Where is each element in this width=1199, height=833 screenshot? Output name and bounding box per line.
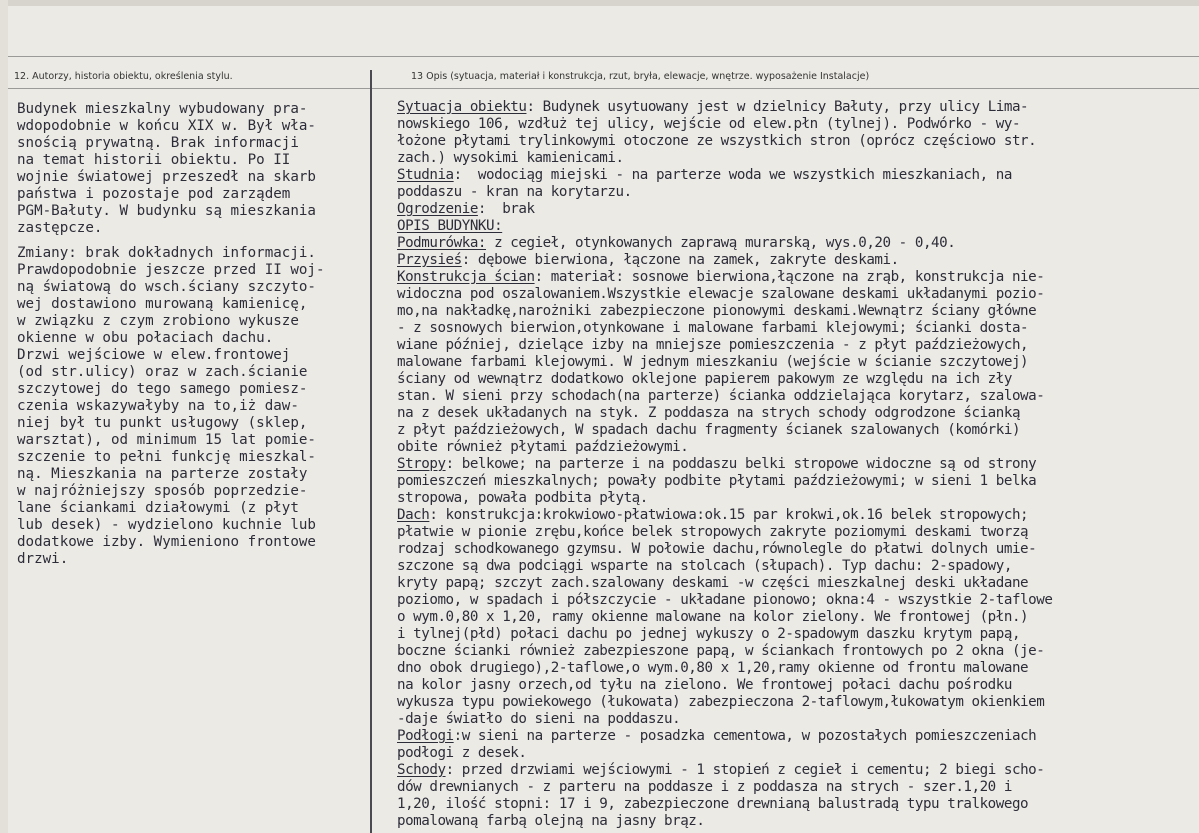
changes-paragraph-line: Zmiany: brak dokładnych informacji. [17,245,316,261]
section-text: dów drewnianych - z parteru na poddasze i z poddasza na strych - szer.1,20 i [397,779,1012,795]
section-text: rodzaj schodkowanego gzymsu. W połowie dachu,równolegle do płatwi dolnych umie- [397,541,1037,557]
description-line [397,643,1052,660]
changes-paragraph-line: w najróżniejszy sposób poprzedzie- [17,483,308,499]
section-text: : brak [477,201,535,217]
section-label: Konstrukcja ścian [397,269,535,285]
section-text: mo,na nakładkę,narożniki zabezpieczone pionowymi deskami.Wewnątrz ściany główne [397,303,1037,319]
section-text: kryty papą; szczyt zach.szalowany deskami -w części mieszkalnej deski układane [397,575,1029,591]
description-line [397,796,1052,813]
description-line [397,354,1052,371]
section-text: wykusza typu powiekowego (łukowata) zabezpieczona 2-taflowym,łukowatym okienkiem [397,694,1045,710]
section-label: Podmurówka: [397,235,487,251]
history-paragraph-line: wdopodobnie w końcu XIX w. Był wła- [17,118,316,134]
description-line [397,167,1052,184]
description-line [397,660,1052,677]
description-line [397,422,1052,439]
description-line [397,116,1052,133]
history-paragraph-line: snością prywatną. Brak informacji [17,135,299,151]
changes-paragraph-line: warsztat), od minimum 15 lat pomie- [17,432,316,448]
description-line [397,541,1052,558]
changes-paragraph-line: ną. Mieszkania na parterze zostały [17,466,308,482]
description-line [397,218,1052,235]
description-line [397,490,1052,507]
changes-paragraph-line: w związku z czym zrobiono wykusze [17,313,299,329]
history-paragraph-line: Budynek mieszkalny wybudowany pra- [17,101,308,117]
description-line [397,677,1052,694]
section-text: - z sosnowych bierwion,otynkowane i malowane farbami klejowymi; ścianki dosta- [397,320,1029,336]
description-line [397,524,1052,541]
history-paragraph-line: na temat historii obiektu. Po II [17,152,291,168]
description-line [397,235,1052,252]
changes-paragraph-line: okienne w obu połaciach dachu. [17,330,274,346]
history-paragraph-line: państwa i pozostaje pod zarządem [17,186,291,202]
description-line [397,371,1052,388]
description-line [397,456,1052,473]
section-text: z płyt paździeżowych, W spadach dachu fragmenty ścianek szalowanych (komórki) [397,422,1021,438]
changes-paragraph-line: czenia wskazywałyby na to,iż daw- [17,398,299,414]
changes-paragraph-line: dodatkowe izby. Wymieniono frontowe [17,534,316,550]
section-text: obite również płytami paździeżowymi. [397,439,689,455]
section-text: : belkowe; na parterze i na poddaszu belki stropowe widoczne są od strony [445,456,1037,472]
description-line [397,303,1052,320]
section-text: 1,20, ilość stopni: 17 i 9, zabezpieczone drewnianą balustradą typu tralkowego [397,796,1029,812]
section-label: Ogrodzenie [397,201,478,217]
section-label: OPIS BUDYNKU: [397,218,503,234]
section-text: łożone płytami trylinkowymi otoczone ze wszystkich stron (oprócz częściowo str. [397,133,1037,149]
paragraph-gap [17,237,325,245]
description-line [397,694,1052,711]
history-column [17,101,325,568]
section-text: : wodociąg miejski - na parterze woda we wszystkich mieszkaniach, na [453,167,1012,183]
section-text: : Budynek usytuowany jest w dzielnicy Bałuty, przy ulicy Lima- [526,99,1029,115]
description-line [397,558,1052,575]
section-text: wiane później, dzielące izby na mniejsze pomieszczenia - z płyt paździeżowych, [397,337,1029,353]
description-line [397,133,1052,150]
section-text: pomieszczeń mieszkalnych; powały podbite płytami paździeżowymi; w sieni 1 belka [397,473,1037,489]
section-text: : przed drzwiami wejściowymi - 1 stopień z cegieł i cementu; 2 biegi scho- [445,762,1045,778]
section-text: z cegieł, otynkowanych zaprawą murarską, wys.0,20 - 0,40. [486,235,956,251]
section-label: Dach [397,507,430,523]
description-line [397,320,1052,337]
changes-paragraph-line: wej dostawiono murowaną kamienicę, [17,296,308,312]
changes-paragraph-line: drzwi. [17,551,69,567]
section-label: Przysieś [397,252,462,268]
section-text: boczne ścianki również zabezpieszone papą, w ściankach frontowych po 2 okna (je- [397,643,1045,659]
description-line [397,473,1052,490]
description-line [397,711,1052,728]
header-section-13: 13 Opis (sytuacja, materiał i konstrukcja, rzut, bryła, elewacje, wnętrze. wyposażenie Instalacje) [411,71,870,82]
changes-paragraph-line: szczenie to pełni funkcję mieszkal- [17,449,316,465]
section-text: i tylnej(płd) połaci dachu po jednej wykuszy o 2-spadowym daszku krytym papą, [397,626,1021,642]
changes-paragraph-line: Prawdopodobnie jeszcze przed II woj- [17,262,325,278]
section-text: ściany od wewnątrz dodatkowo oklejone papierem pakowym ze względu na ich zły [397,371,1012,387]
changes-paragraph-line: Drzwi wejściowe w elew.frontowej [17,347,291,363]
changes-paragraph-line: ną światową do wsch.ściany szczyto- [17,279,316,295]
description-line [397,813,1052,830]
description-line [397,252,1052,269]
section-text: zach.) wysokimi kamienicami. [397,150,624,166]
section-text: :w sieni na parterze - posadzka cementowa, w pozostałych pomieszczeniach [453,728,1037,744]
section-label: Schody [397,762,446,778]
description-line [397,388,1052,405]
section-label: Studnia [397,167,454,183]
description-line [397,286,1052,303]
description-line [397,201,1052,218]
history-paragraph-line: zastępcze. [17,220,103,236]
description-line [397,728,1052,745]
section-text: widoczna pod oszalowaniem.Wszystkie elewacje szalowane deskami układanymi pozio- [397,286,1045,302]
section-text: na kolor jasny orzech,od tyłu na zielono. We frontowej połaci dachu pośrodku [397,677,1012,693]
paper-top-edge [0,0,1199,6]
description-line [397,779,1052,796]
description-line [397,626,1052,643]
section-text: nowskiego 106, wzdłuż tej ulicy, wejście od elew.płn (tylnej). Podwórko - wy- [397,116,1021,132]
description-line [397,575,1052,592]
section-text: : materiał: sosnowe bierwiona,łączone na zrąb, konstrukcja nie- [534,269,1045,285]
description-line [397,150,1052,167]
form-rule-top [8,56,1199,57]
description-line [397,99,1052,116]
section-text: o wym.0,80 x 1,20, ramy okienne malowane na kolor zielony. We frontowej (płn.) [397,609,1029,625]
description-line [397,184,1052,201]
column-divider [370,70,372,833]
section-text: poziomo, w spadach i półszczycie - układane pionowo; okna:4 - wszystkie 2-taflowe [397,592,1053,608]
section-text: poddaszu - kran na korytarzu. [397,184,632,200]
section-text: szczone są dwa podciągi wsparte na stolcach (słupach). Typ dachu: 2-spadowy, [397,558,1012,574]
section-text: na z desek układanych na styk. Z poddasza na strych schody odgrodzone ścianką [397,405,1021,421]
description-line [397,762,1052,779]
section-label: Sytuacja obiektu [397,99,527,115]
section-text: stan. W sieni przy schodach(na parterze) ścianka oddzielająca korytarz, szalowa- [397,388,1045,404]
description-line [397,337,1052,354]
history-paragraph-line: wojnie światowej przeszedł na skarb [17,169,316,185]
changes-paragraph-line: (od str.ulicy) oraz w zach.ścianie [17,364,308,380]
description-line [397,507,1052,524]
section-text: dno obok drugiego),2-taflowe,o wym.0,80 x 1,20,ramy okienne od frontu malowane [397,660,1029,676]
section-text: malowane farbami klejowymi. W jednym mieszkaniu (wejście w ścianie szczytowej) [397,354,1029,370]
changes-paragraph-line: lub desek) - wydzielono kuchnie lub [17,517,316,533]
paper-left-edge [0,0,8,833]
form-rule-header [8,88,1199,89]
description-line [397,609,1052,626]
description-line [397,592,1052,609]
section-text: : dębowe bierwiona, łączone na zamek, zakryte deskami. [461,252,899,268]
description-line [397,269,1052,286]
section-text: płatwie w pionie zrębu,końce belek stropowych zakryte poziomymi deskami tworzą [397,524,1029,540]
history-paragraph-line: PGM-Bałuty. W budynku są mieszkania [17,203,316,219]
changes-paragraph-line: lane ściankami działowymi (z płyt [17,500,299,516]
section-text: podłogi z desek. [397,745,527,761]
description-column [397,99,1052,830]
description-line [397,405,1052,422]
changes-paragraph-line: szczytowej do tego samego pomiesz- [17,381,308,397]
section-text: pomalowaną farbą olejną na jasny brąz. [397,813,705,829]
section-text: -daje światło do sieni na poddaszu. [397,711,681,727]
section-label: Podłogi [397,728,454,744]
section-label: Stropy [397,456,446,472]
header-section-12: 12. Autorzy, historia obiektu, określenia stylu. [14,71,233,82]
section-text: : konstrukcja:krokwiowo-płatwiowa:ok.15 par krokwi,ok.16 belek stropowych; [429,507,1029,523]
changes-paragraph-line: niej był tu punkt usługowy (sklep, [17,415,308,431]
description-line [397,745,1052,762]
section-text: stropowa, powała podbita płytą. [397,490,648,506]
description-line [397,439,1052,456]
